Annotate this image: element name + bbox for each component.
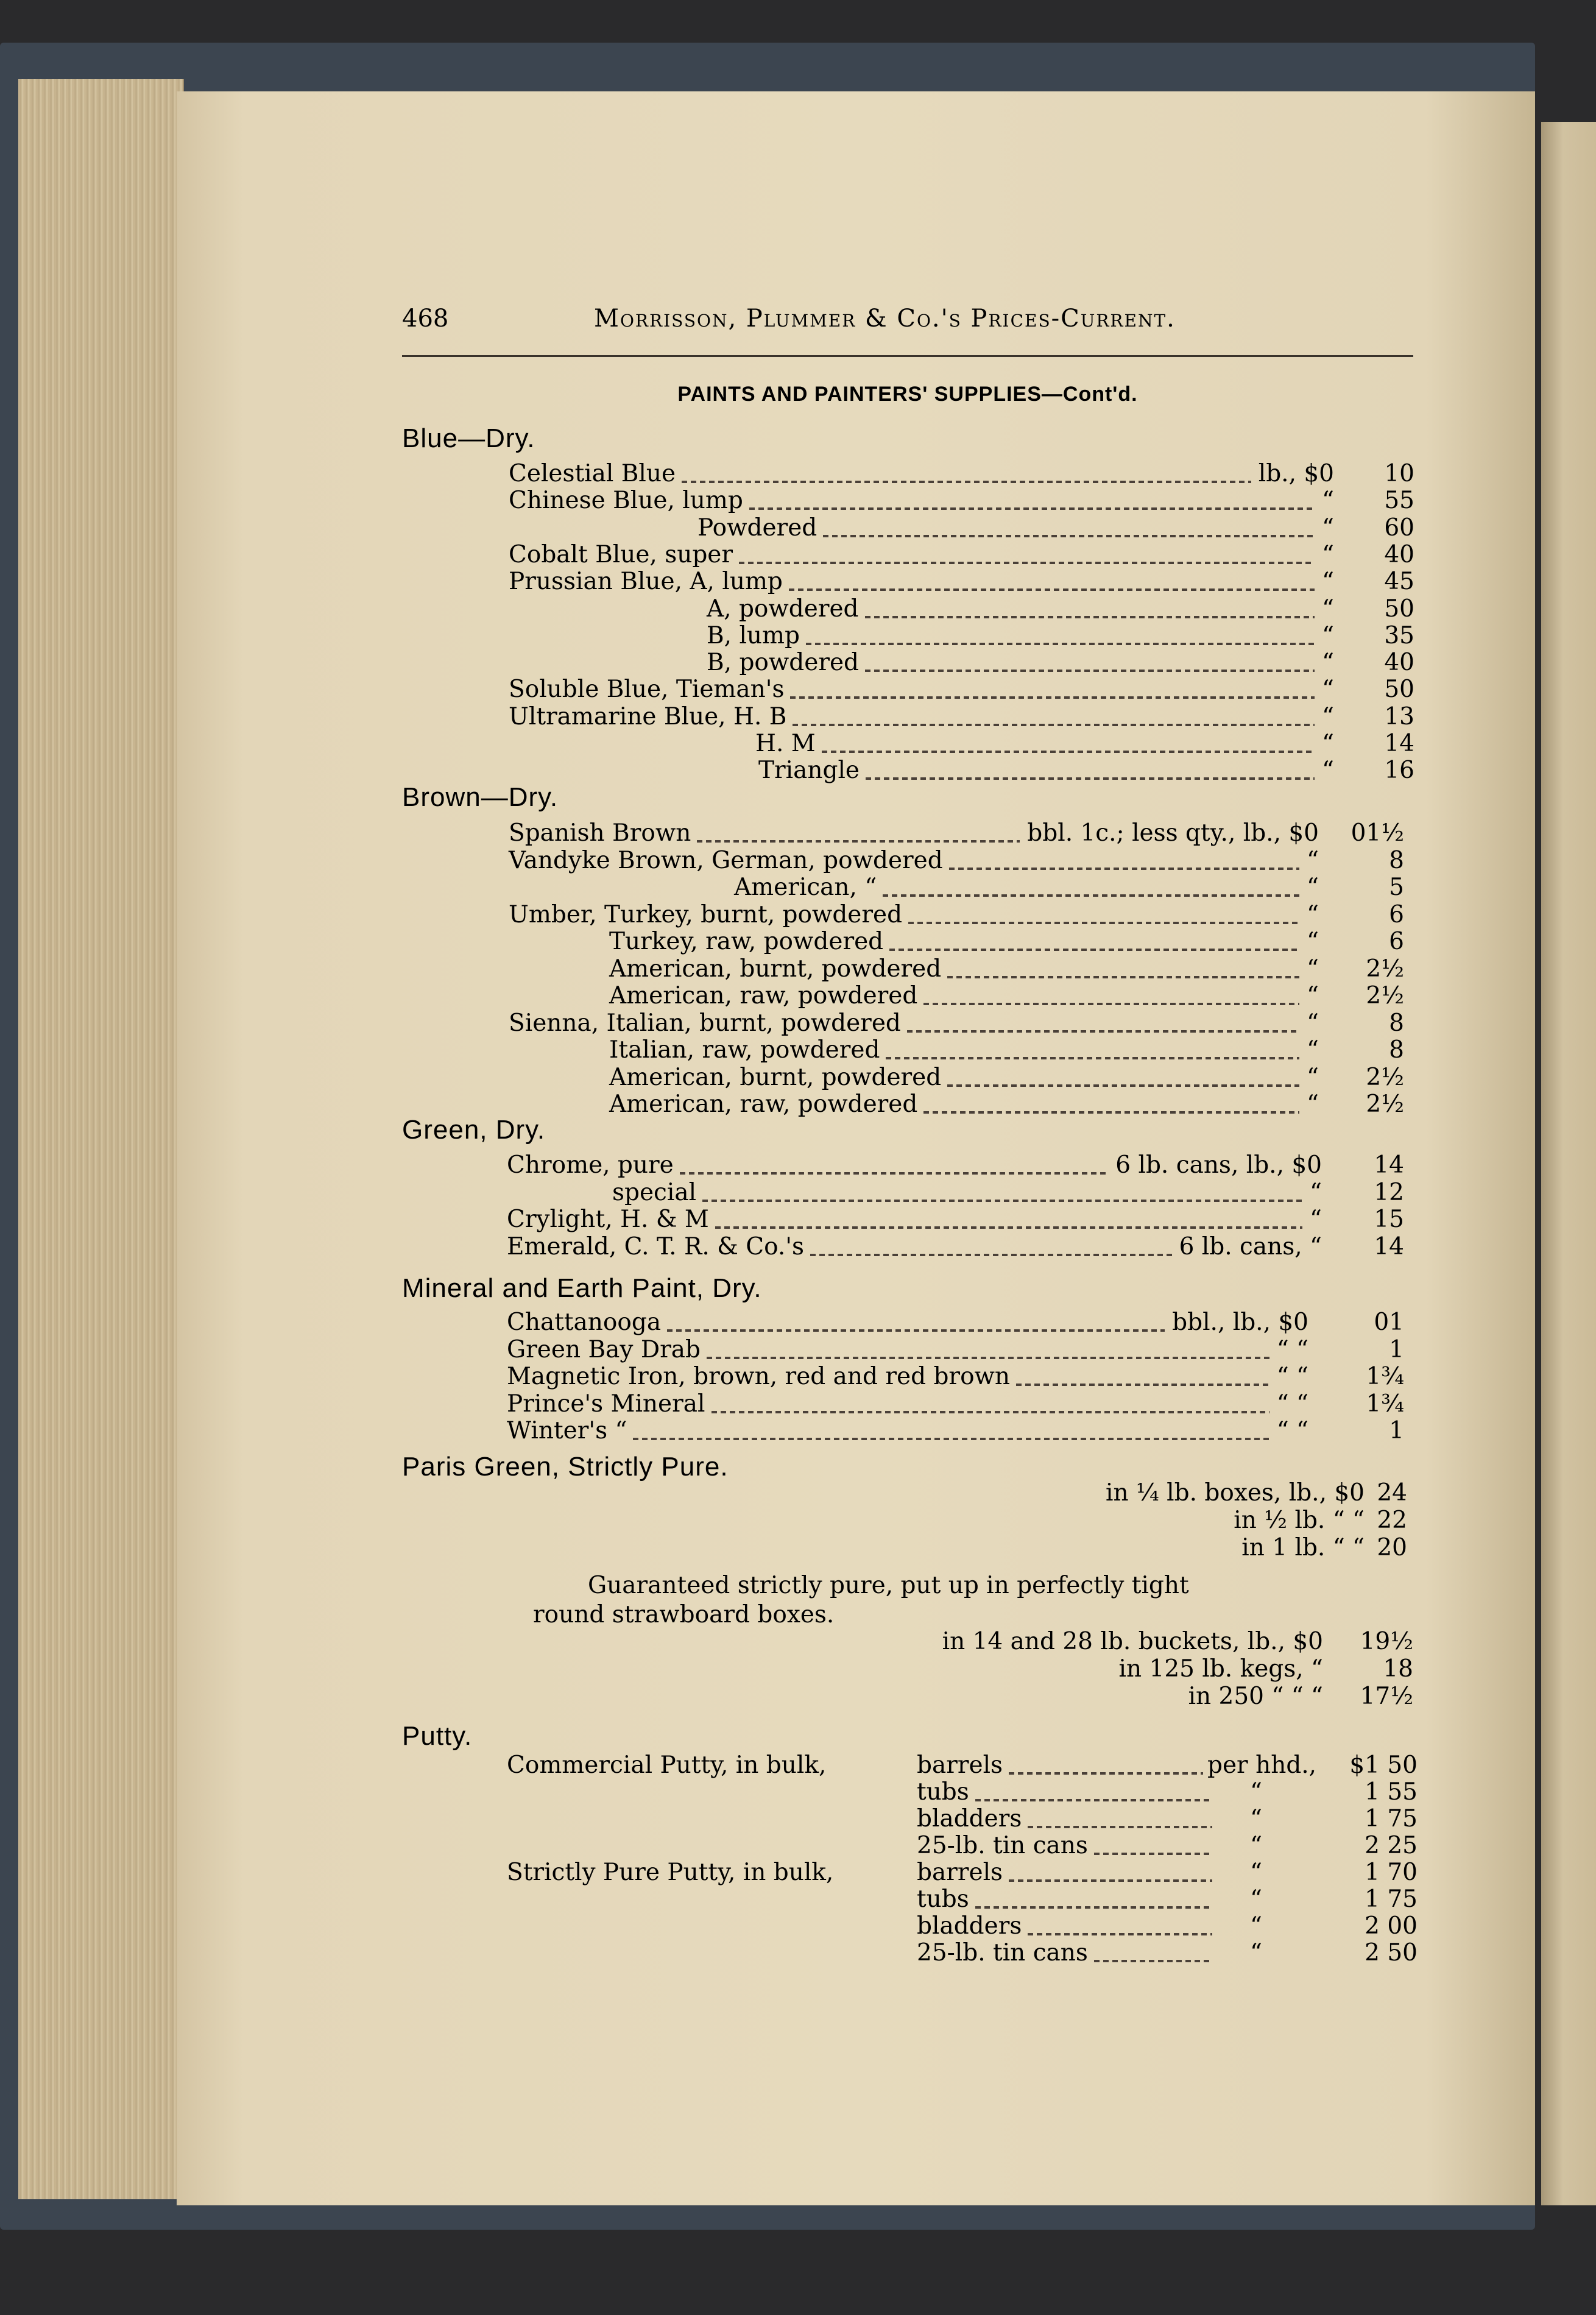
mineral-item-name: Green Bay Drab (507, 1335, 701, 1363)
category-heading-mineral: Mineral and Earth Paint, Dry. (402, 1273, 762, 1303)
green-item-unit: “ (1310, 1206, 1322, 1233)
dot-leader (749, 507, 1315, 510)
brown-item-unit: “ (1307, 1063, 1319, 1091)
blue-item-price: 16 (1384, 757, 1414, 785)
blue-item-name: B, lump (707, 621, 800, 649)
blue-item-unit: lb., $0 (1258, 460, 1334, 487)
putty-price: 2 25 (1365, 1832, 1418, 1859)
brown-item-name: Spanish Brown (509, 819, 691, 847)
brown-item-price: 01½ (1351, 819, 1404, 847)
brown-item-unit: bbl. 1c.; less qty., lb., $0 (1027, 819, 1319, 847)
brown-item-price: 2½ (1366, 982, 1404, 1009)
blue-item-price: 14 (1384, 730, 1414, 757)
dot-leader (667, 1329, 1165, 1332)
brown-item-name: American, burnt, powdered (609, 955, 942, 983)
putty-container: bladders (917, 1912, 1022, 1940)
commercial-putty-label: Commercial Putty, in bulk, (507, 1751, 827, 1779)
blue-item-name: B, powdered (707, 649, 860, 677)
mineral-item-price: 1¾ (1366, 1363, 1404, 1390)
dot-leader (697, 840, 1020, 843)
mineral-item-price: 01 (1374, 1309, 1404, 1336)
category-heading-blue: Blue—Dry. (402, 423, 535, 453)
brown-item-name: American, raw, powdered (609, 1090, 918, 1118)
dot-leader (947, 1084, 1299, 1087)
mineral-item-price: 1¾ (1366, 1390, 1404, 1418)
blue-item-price: 10 (1384, 460, 1414, 487)
brown-item-name: Umber, Turkey, burnt, powdered (509, 900, 903, 928)
category-heading-green: Green, Dry. (402, 1115, 546, 1145)
green-item-price: 12 (1374, 1178, 1404, 1206)
mineral-item-unit: “ “ (1276, 1363, 1308, 1390)
brown-item-unit: “ (1307, 1009, 1319, 1037)
dot-leader (715, 1226, 1302, 1229)
mineral-item-name: Magnetic Iron, brown, red and red brown (507, 1363, 1011, 1390)
blue-item-unit: “ (1322, 702, 1334, 730)
putty-unit: “ (1250, 1859, 1262, 1886)
blue-item-unit: “ (1322, 676, 1334, 704)
putty-container: 25-lb. tin cans (917, 1832, 1088, 1859)
brown-item-name: Vandyke Brown, German, powdered (509, 846, 943, 874)
blue-item-name: A, powdered (707, 595, 859, 623)
blue-item-name: Powdered (697, 514, 817, 542)
brown-item-unit: “ (1307, 874, 1319, 901)
putty-price: $1 50 (1349, 1751, 1418, 1779)
blue-item-unit: “ (1322, 621, 1334, 649)
dot-leader (1028, 1826, 1212, 1828)
brown-item-price: 2½ (1366, 1063, 1404, 1091)
mineral-item-price: 1 (1389, 1335, 1404, 1363)
dot-leader (947, 976, 1299, 978)
paris-bulk-price: 18 (1383, 1655, 1413, 1683)
dot-leader (711, 1411, 1269, 1413)
paris-box-label: in ¼ lb. boxes, lb., $0 (1105, 1479, 1365, 1507)
paris-bulk-price: 19½ (1360, 1628, 1413, 1655)
green-item-unit: 6 lb. cans, “ (1179, 1232, 1322, 1260)
dot-leader (707, 1357, 1269, 1359)
green-item-name: Emerald, C. T. R. & Co.'s (507, 1232, 805, 1260)
green-item-price: 14 (1374, 1151, 1404, 1179)
blue-item-price: 35 (1384, 621, 1414, 649)
putty-container: barrels (917, 1751, 1003, 1779)
brown-item-price: 5 (1389, 874, 1404, 901)
mineral-item-name: Winter's “ (507, 1417, 627, 1444)
brown-item-price: 2½ (1366, 1090, 1404, 1118)
blue-item-price: 50 (1384, 595, 1414, 623)
blue-item-name: Ultramarine Blue, H. B (509, 702, 787, 730)
dot-leader (865, 616, 1315, 618)
blue-item-unit: “ (1322, 649, 1334, 677)
dot-leader (975, 1799, 1212, 1801)
dot-leader (633, 1438, 1269, 1440)
blue-item-unit: “ (1322, 568, 1334, 596)
brown-item-name: Sienna, Italian, burnt, powdered (509, 1009, 901, 1037)
paris-green-note-line2: round strawboard boxes. (533, 1601, 835, 1628)
mineral-item-name: Prince's Mineral (507, 1390, 705, 1418)
putty-container: barrels (917, 1859, 1003, 1886)
blue-item-price: 40 (1384, 540, 1414, 568)
green-item-price: 14 (1374, 1232, 1404, 1260)
page-number: 468 (402, 305, 449, 333)
paris-bulk-label: in 125 lb. kegs, “ (1118, 1655, 1323, 1683)
brown-item-unit: “ (1307, 1090, 1319, 1118)
dot-leader (866, 777, 1315, 780)
putty-price: 2 00 (1365, 1912, 1418, 1940)
putty-container: bladders (917, 1805, 1022, 1833)
blue-item-name: Cobalt Blue, super (509, 540, 733, 568)
dot-leader (886, 1057, 1299, 1059)
putty-price: 1 70 (1365, 1859, 1418, 1886)
running-head (225, 305, 1413, 341)
brown-item-name: Turkey, raw, powdered (609, 928, 884, 955)
dot-leader (949, 868, 1299, 870)
paris-box-price: 24 (1377, 1479, 1407, 1507)
dot-leader (1009, 1772, 1203, 1775)
blue-item-unit: “ (1322, 514, 1334, 542)
category-heading-brown: Brown—Dry. (402, 782, 559, 812)
putty-price: 1 55 (1365, 1778, 1418, 1806)
putty-container: 25-lb. tin cans (917, 1939, 1088, 1967)
brown-item-name: American, “ (734, 874, 877, 901)
blue-item-price: 60 (1384, 514, 1414, 542)
brown-item-unit: “ (1307, 900, 1319, 928)
running-title: Morrisson, Plummer & Co.'s Prices-Current. (594, 305, 1176, 333)
paris-box-label: in ½ lb. “ “ (1234, 1507, 1365, 1534)
green-item-name: Crylight, H. & M (507, 1206, 709, 1233)
blue-item-name: Soluble Blue, Tieman's (509, 676, 785, 704)
dot-leader (907, 1030, 1299, 1033)
putty-unit: “ (1250, 1939, 1262, 1967)
blue-item-unit: “ (1322, 730, 1334, 757)
putty-price: 2 50 (1365, 1939, 1418, 1967)
mineral-item-unit: “ “ (1276, 1335, 1308, 1363)
brown-item-name: American, raw, powdered (609, 982, 918, 1009)
strict-putty-label: Strictly Pure Putty, in bulk, (507, 1859, 834, 1886)
dot-leader (739, 562, 1315, 564)
dot-leader (865, 670, 1315, 672)
category-heading-paris-green: Paris Green, Strictly Pure. (402, 1452, 729, 1482)
putty-unit: “ (1250, 1832, 1262, 1859)
brown-item-name: American, burnt, powdered (609, 1063, 942, 1091)
paris-box-price: 20 (1377, 1534, 1407, 1561)
putty-container: tubs (917, 1886, 969, 1913)
brown-item-unit: “ (1307, 955, 1319, 983)
blue-item-name: H. M (755, 730, 816, 757)
paris-box-label: in 1 lb. “ “ (1241, 1534, 1365, 1561)
brown-item-price: 8 (1389, 1009, 1404, 1037)
dot-leader (790, 696, 1315, 699)
dot-leader (1094, 1853, 1212, 1855)
paris-bulk-label: in 14 and 28 lb. buckets, lb., $0 (942, 1628, 1323, 1655)
dot-leader (810, 1254, 1172, 1256)
green-item-name: special (612, 1178, 697, 1206)
putty-container: tubs (917, 1778, 969, 1806)
dot-leader (883, 894, 1299, 897)
facing-page-edge (1541, 122, 1596, 2205)
brown-item-unit: “ (1307, 928, 1319, 955)
putty-price: 1 75 (1365, 1805, 1418, 1833)
dot-leader (823, 535, 1315, 537)
blue-item-name: Chinese Blue, lump (509, 487, 743, 515)
brown-item-price: 8 (1389, 1036, 1404, 1064)
putty-unit: “ (1250, 1778, 1262, 1806)
green-item-unit: 6 lb. cans, lb., $0 (1115, 1151, 1322, 1179)
blue-item-unit: “ (1322, 595, 1334, 623)
mineral-item-name: Chattanooga (507, 1309, 662, 1336)
dot-leader (889, 949, 1299, 951)
section-title: PAINTS AND PAINTERS' SUPPLIES—Cont'd. (677, 383, 1138, 406)
paris-box-price: 22 (1377, 1507, 1407, 1534)
dot-leader (822, 751, 1315, 753)
dot-leader (1009, 1879, 1212, 1882)
brown-item-price: 2½ (1366, 955, 1404, 983)
blue-item-unit: “ (1322, 757, 1334, 785)
dot-leader (806, 643, 1315, 645)
blue-item-price: 45 (1384, 568, 1414, 596)
dot-leader (680, 1172, 1108, 1175)
dot-leader (923, 1111, 1299, 1114)
paris-bulk-price: 17½ (1360, 1683, 1413, 1710)
putty-unit: per hhd., (1207, 1751, 1317, 1779)
brown-item-unit: “ (1307, 982, 1319, 1009)
dot-leader (975, 1906, 1212, 1909)
green-item-name: Chrome, pure (507, 1151, 674, 1179)
putty-price: 1 75 (1365, 1886, 1418, 1913)
dot-leader (682, 481, 1251, 483)
blue-item-price: 40 (1384, 649, 1414, 677)
blue-item-price: 50 (1384, 676, 1414, 704)
dot-leader (1094, 1960, 1212, 1962)
brown-item-price: 6 (1389, 900, 1404, 928)
paris-bulk-label: in 250 “ “ “ (1188, 1683, 1323, 1710)
blue-item-name: Triangle (758, 757, 860, 785)
header-rule (402, 355, 1413, 357)
dot-leader (908, 922, 1299, 924)
green-item-unit: “ (1310, 1178, 1322, 1206)
putty-unit: “ (1250, 1912, 1262, 1940)
putty-unit: “ (1250, 1886, 1262, 1913)
blue-item-unit: “ (1322, 540, 1334, 568)
blue-item-price: 55 (1384, 487, 1414, 515)
blue-item-price: 13 (1384, 702, 1414, 730)
page-stack (18, 79, 184, 2199)
mineral-item-price: 1 (1389, 1417, 1404, 1444)
mineral-item-unit: bbl., lb., $0 (1172, 1309, 1308, 1336)
brown-item-price: 8 (1389, 846, 1404, 874)
blue-item-unit: “ (1322, 487, 1334, 515)
putty-unit: “ (1250, 1805, 1262, 1833)
mineral-item-unit: “ “ (1276, 1390, 1308, 1418)
brown-item-name: Italian, raw, powdered (609, 1036, 880, 1064)
dot-leader (1028, 1933, 1212, 1935)
dot-leader (702, 1200, 1302, 1202)
brown-item-unit: “ (1307, 846, 1319, 874)
dot-leader (1016, 1384, 1269, 1386)
dot-leader (923, 1003, 1299, 1005)
brown-item-unit: “ (1307, 1036, 1319, 1064)
green-item-price: 15 (1374, 1206, 1404, 1233)
category-heading-putty: Putty. (402, 1721, 473, 1751)
dot-leader (793, 724, 1315, 726)
brown-item-price: 6 (1389, 928, 1404, 955)
dot-leader (789, 588, 1315, 591)
paris-green-note-line1: Guaranteed strictly pure, put up in perfectly tight (588, 1572, 1189, 1599)
blue-item-name: Prussian Blue, A, lump (509, 568, 783, 596)
blue-item-name: Celestial Blue (509, 460, 676, 487)
mineral-item-unit: “ “ (1276, 1417, 1308, 1444)
